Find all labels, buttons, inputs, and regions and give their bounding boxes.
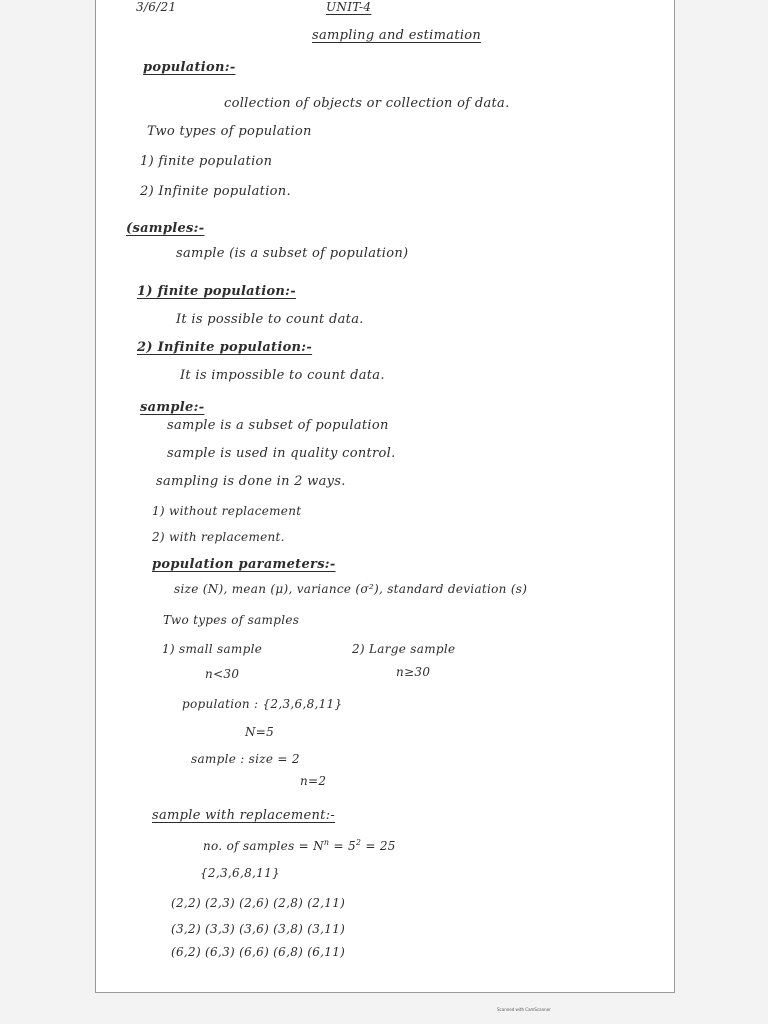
sample-way-with: 2) with replacement. [152,530,285,544]
replacement-set: {2,3,6,8,11} [200,866,280,880]
with-replacement-heading: sample with replacement:- [152,808,336,823]
population-set: population : {2,3,6,8,11} [182,697,343,711]
finite-population-line: It is possible to count data. [176,312,364,327]
unit-title: UNIT-4 [326,0,372,14]
pairs-row-3: (6,2) (6,3) (6,6) (6,8) (6,11) [171,945,346,959]
number-of-samples-line [203,838,396,853]
parameters-line: size (N), mean (μ), variance (σ²), standard deviation (s) [174,582,528,596]
count-suffix: = 25 [361,839,396,853]
sample-line-3: sampling is done in 2 ways. [156,474,346,489]
infinite-population-heading: 2) Infinite population:- [137,340,313,355]
page-title: sampling and estimation [312,28,482,43]
scanner-watermark: Scanned with CamScanner [497,1007,551,1012]
small-sample-condition: n<30 [205,667,240,681]
sample-line-2: sample is used in quality control. [167,446,396,461]
count-mid: = 5 [329,839,356,853]
large-sample-label: 2) Large sample [352,642,456,656]
samples-heading: (samples:- [126,221,205,236]
population-size-N: N=5 [245,725,275,739]
count-exponent-n: n [323,838,330,847]
sample-size-line: sample : size = 2 [191,752,300,766]
population-definition: collection of objects or collection of data. [224,96,510,111]
finite-population-heading: 1) finite population:- [137,284,296,299]
sample-heading: sample:- [140,400,205,415]
sample-size-n: n=2 [300,774,327,788]
pairs-row-1: (2,2) (2,3) (2,6) (2,8) (2,11) [171,896,346,910]
samples-line: sample (is a subset of population) [176,246,409,261]
large-sample-condition: n≥30 [396,665,431,679]
sample-way-without: 1) without replacement [152,504,302,518]
count-prefix: no. of samples = N [203,839,324,853]
sample-line-1: sample is a subset of population [167,418,389,433]
population-heading: population:- [143,60,236,75]
infinite-population-line: It is impossible to count data. [180,368,385,383]
pairs-row-2: (3,2) (3,3) (3,6) (3,8) (3,11) [171,922,346,936]
sample-types-intro: Two types of samples [163,613,300,627]
population-types-intro: Two types of population [147,124,312,139]
population-type-finite: 1) finite population [140,154,273,169]
small-sample-label: 1) small sample [162,642,263,656]
count-exponent-2: 2 [355,838,362,847]
page-date: 3/6/21 [136,0,177,14]
population-type-infinite: 2) Infinite population. [140,184,291,199]
parameters-heading: population parameters:- [152,557,336,572]
